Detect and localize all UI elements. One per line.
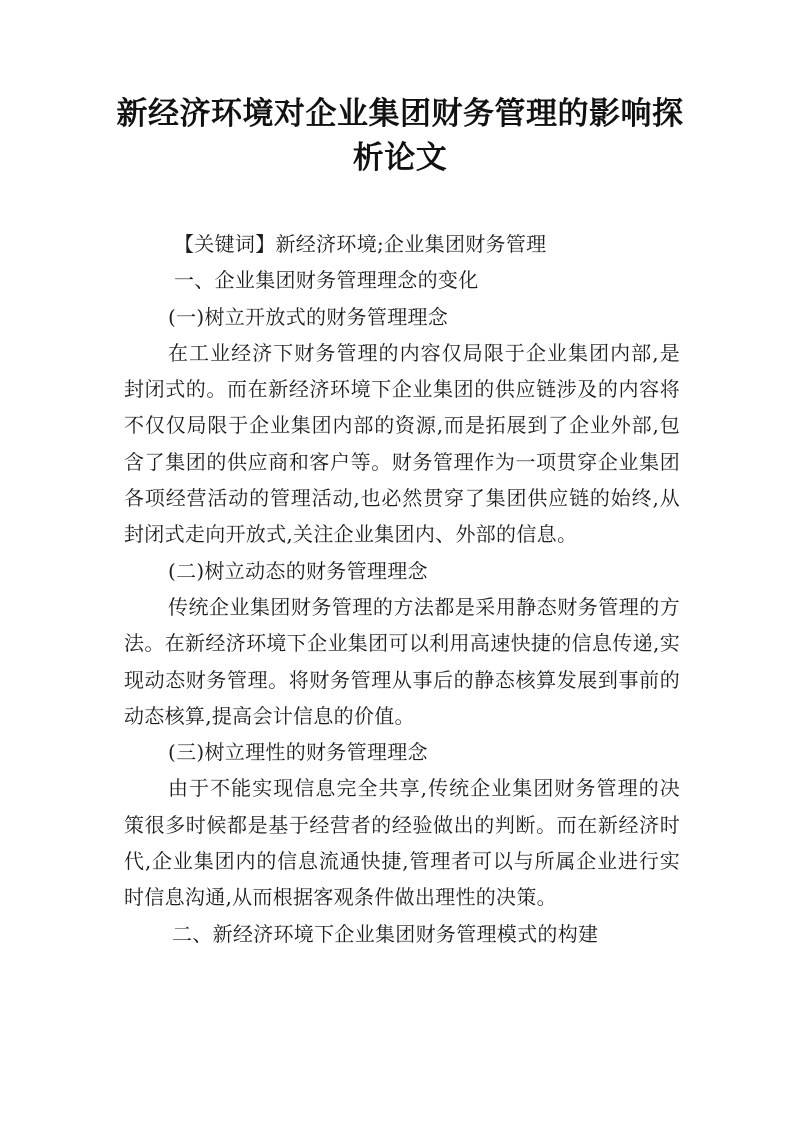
body-paragraph-3: 由于不能实现信息完全共享,传统企业集团财务管理的决策很多时候都是基于经营者的经验做出的判断。而在新经济时代,企业集团内的信息流通快捷,管理者可以与所属企业进行实时信息沟通,从而根据客观条件做出理性的决策。 xyxy=(124,776,680,910)
subsection-heading-1: (一)树立开放式的财务管理理念 xyxy=(168,304,449,329)
subsection-heading-2: (二)树立动态的财务管理理念 xyxy=(168,558,428,583)
keywords-line: 【关键词】新经济环境;企业集团财务管理 xyxy=(174,232,547,256)
document-body xyxy=(124,226,680,952)
document-title: 新经济环境对企业集团财务管理的影响探析论文 xyxy=(116,96,684,176)
subsection-heading-3: (三)树立理性的财务管理理念 xyxy=(168,740,428,765)
body-paragraph-1: 在工业经济下财务管理的内容仅局限于企业集团内部,是封闭式的。而在新经济环境下企业集团的供应链涉及的内容将不仅仅局限于企业集团内部的资源,而是拓展到了企业外部,包含了集团的供应商和客户等。财务管理作为一项贯穿企业集团各项经营活动的管理活动,也必然贯穿了集团供应链的始终,从封闭式走向开放式,关注企业集团内、外部的信息。 xyxy=(124,340,680,547)
section-heading-1: 一、企业集团财务管理理念的变化 xyxy=(174,268,479,293)
section-heading-2: 二、新经济环境下企业集团财务管理模式的构建 xyxy=(172,921,599,946)
body-paragraph-2: 传统企业集团财务管理的方法都是采用静态财务管理的方法。在新经济环境下企业集团可以利用高速快捷的信息传递,实现动态财务管理。将财务管理从事后的静态核算发展到事前的动态核算,提高会计信息的价值。 xyxy=(124,594,680,728)
